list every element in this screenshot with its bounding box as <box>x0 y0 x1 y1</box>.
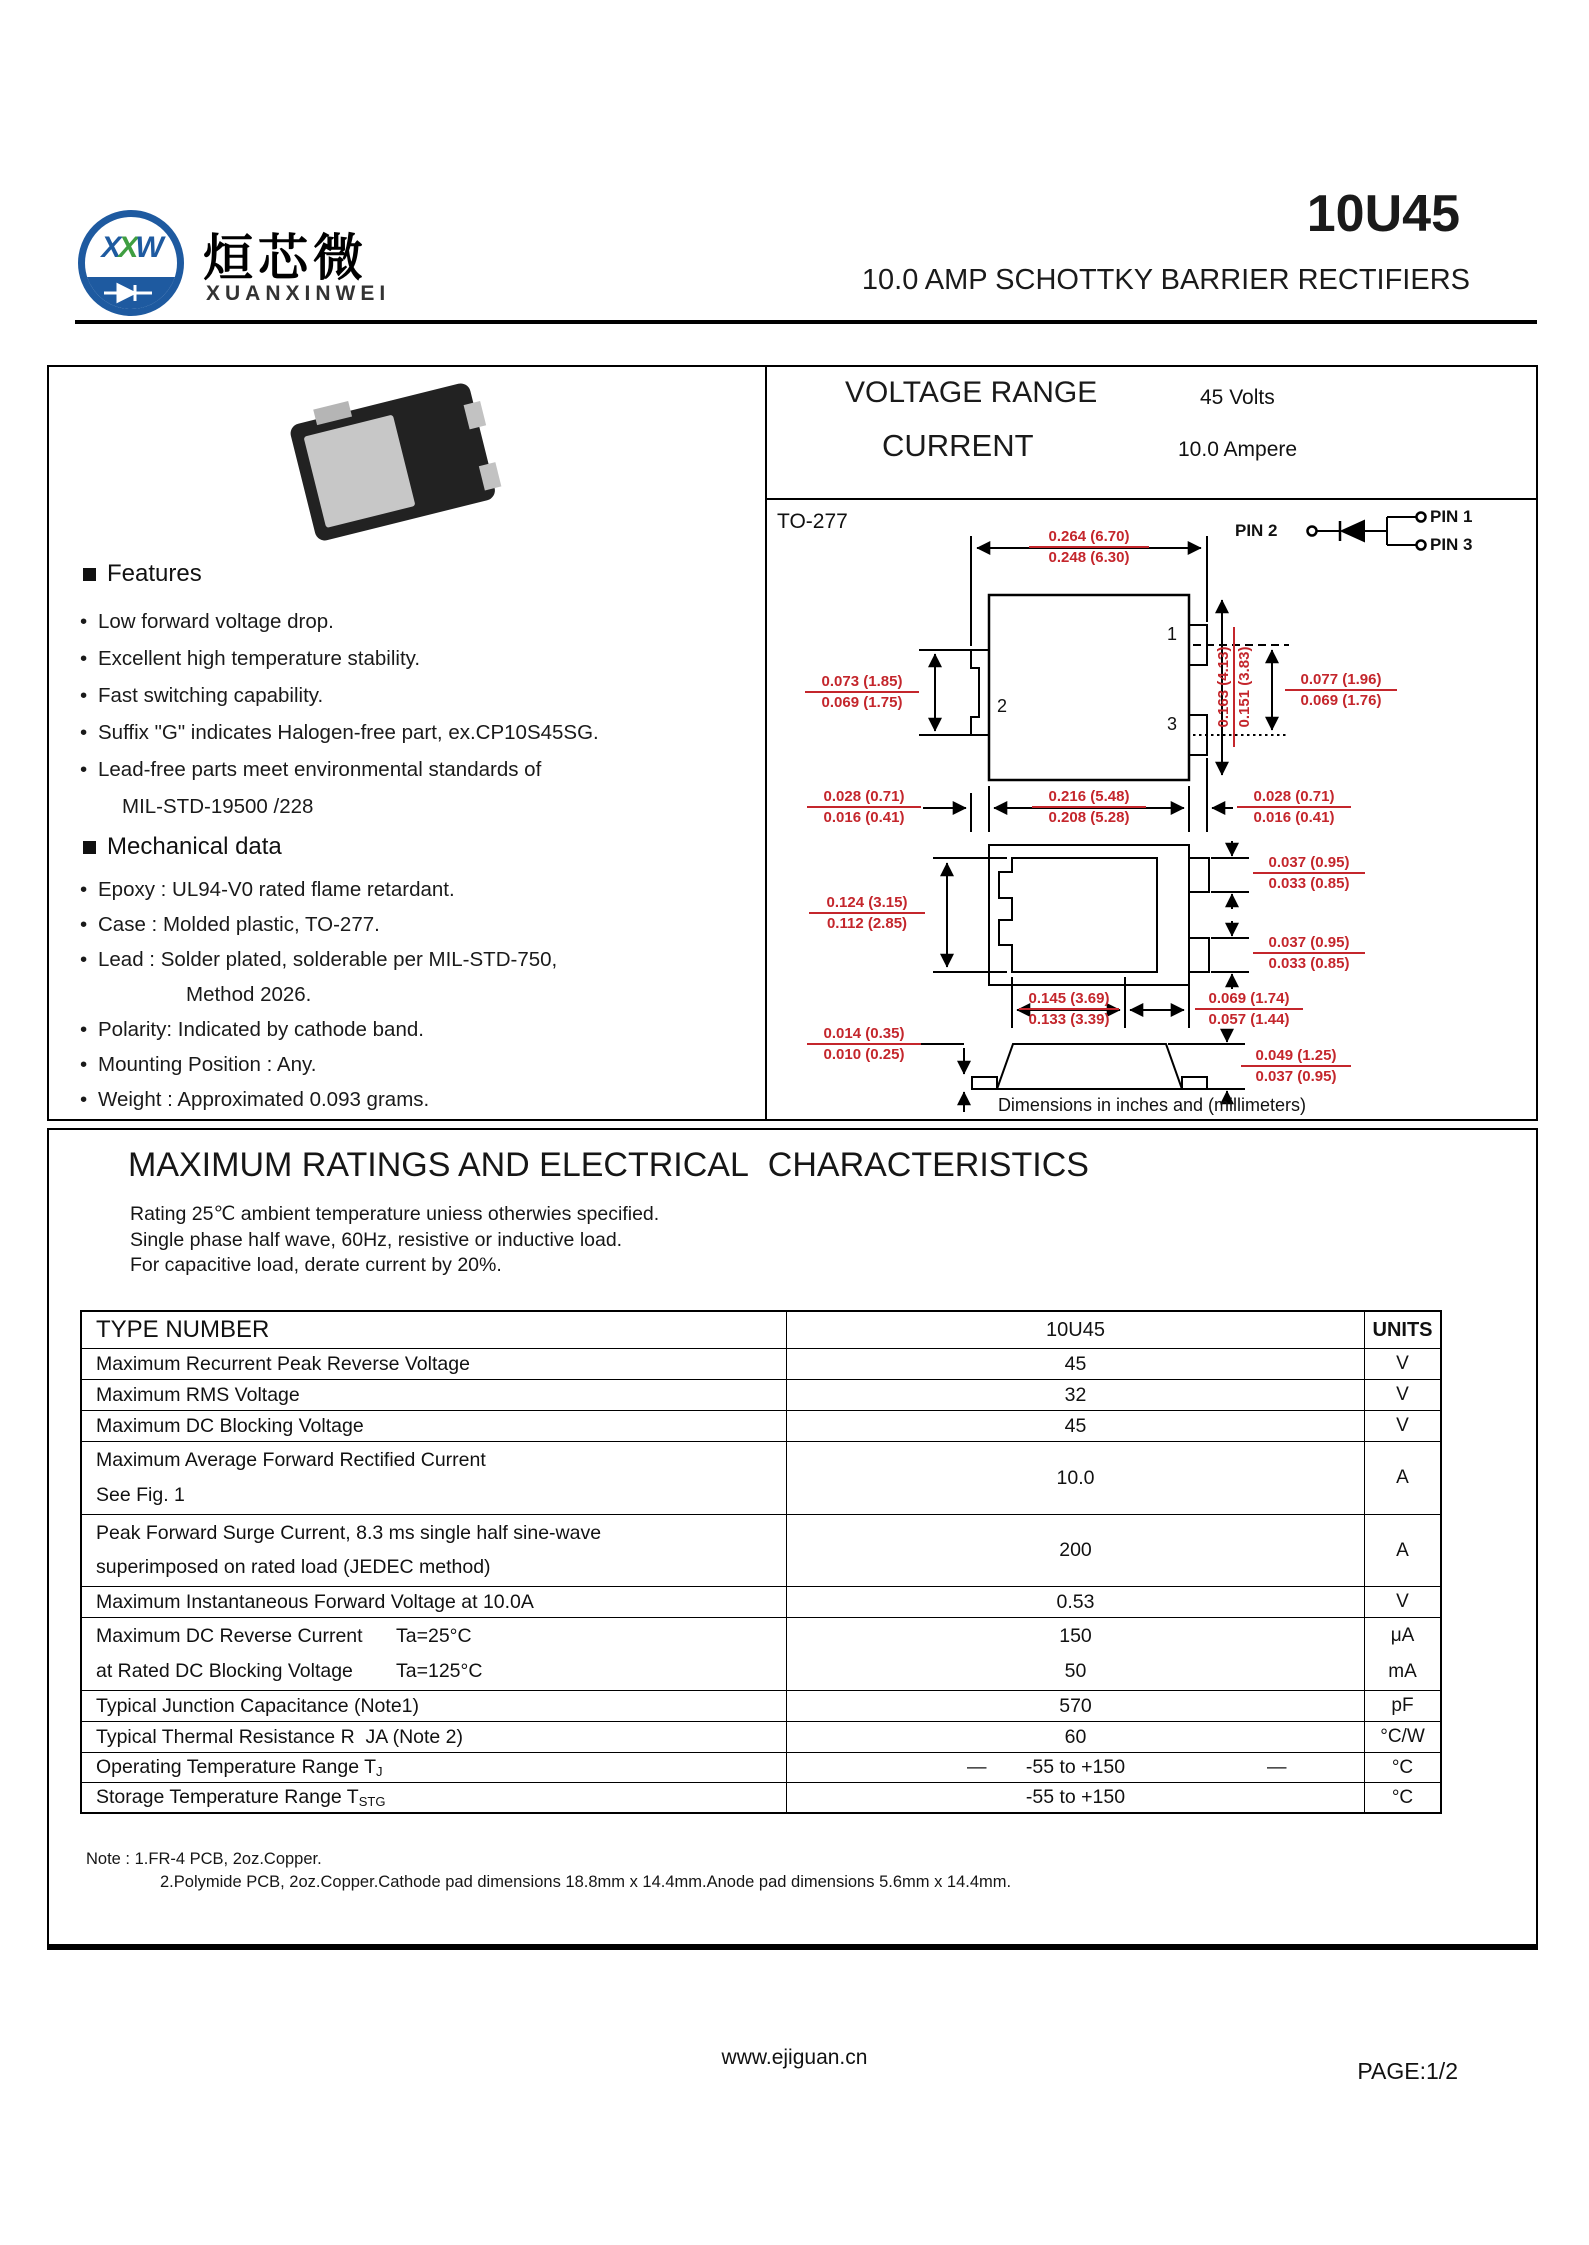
bullet-icon: • <box>80 1088 88 1111</box>
part-number-title: 10U45 <box>1306 185 1460 243</box>
company-name-latin: XUANXINWEI <box>206 282 391 305</box>
table-cell: 10.0 <box>787 1442 1365 1514</box>
table-cell: A <box>1396 1539 1409 1561</box>
condition-line: Rating 25℃ ambient temperature uniess otherwies specified. <box>130 1203 660 1225</box>
table-row <box>82 1514 1440 1586</box>
voltage-range-label: VOLTAGE RANGE <box>845 376 1098 409</box>
table-row <box>82 1410 1440 1441</box>
table-cell: Storage Temperature Range TSTG <box>82 1783 787 1812</box>
voltage-range-value: 45 Volts <box>1200 386 1275 409</box>
company-logo-icon <box>78 210 184 316</box>
table-cell: 60 <box>787 1722 1365 1752</box>
ratings-conditions <box>130 1202 659 1279</box>
dim-pad-height: 0.124 (3.15) 0.112 (2.85) <box>809 893 925 933</box>
table-cell: °C <box>1391 1756 1414 1778</box>
bullet-icon: • <box>80 948 88 971</box>
mechanical-title: Mechanical data <box>107 833 282 860</box>
section-square-icon <box>83 841 96 854</box>
features-list <box>78 610 748 832</box>
bullet-icon: • <box>80 913 88 936</box>
table-cell: Typical Junction Capacitance (Note1) <box>82 1691 787 1721</box>
list-line: • Suffix "G" indicates Halogen-free part, ex.CP10S45SG. <box>80 721 599 744</box>
bullet-icon: • <box>80 684 88 707</box>
table-cell: 32 <box>787 1380 1365 1410</box>
table-cell: μA mA <box>1388 1625 1417 1682</box>
table-cell: V <box>1396 1353 1409 1374</box>
table-row <box>82 1782 1440 1812</box>
table-cell: -55 to +150 — — <box>787 1753 1365 1782</box>
table-cell: °C/W <box>1380 1726 1425 1747</box>
table-cell: Maximum Instantaneous Forward Voltage at 10.0A <box>82 1587 787 1617</box>
table-cell: Maximum Recurrent Peak Reverse Voltage <box>82 1349 787 1379</box>
list-line: • Excellent high temperature stability. <box>80 647 421 670</box>
condition-line: Single phase half wave, 60Hz, resistive or inductive load. <box>130 1228 623 1251</box>
table-row <box>82 1690 1440 1721</box>
list-line: • Case : Molded plastic, TO-277. <box>80 913 380 936</box>
col-header-type-number: TYPE NUMBER <box>82 1312 787 1348</box>
package-name: TO-277 <box>777 510 848 533</box>
features-title: Features <box>107 560 202 587</box>
diode-symbol-icon <box>102 282 160 304</box>
list-line: • Lead-free parts meet environmental standards of <box>80 758 542 781</box>
footer-website: www.ejiguan.cn <box>721 2046 868 2069</box>
table-notes <box>86 1848 1011 1894</box>
dim-pin-pitch: 0.163 (4.13) 0.151 (3.83) <box>1214 627 1254 747</box>
mechanical-heading <box>83 833 282 861</box>
condition-line: For capacitive load, derate current by 20%. <box>130 1254 502 1276</box>
list-line: • Weight : Approximated 0.093 grams. <box>80 1088 430 1111</box>
table-cell: 45 <box>787 1349 1365 1379</box>
pin3-label: PIN 3 <box>1430 535 1473 554</box>
dim-foot-left: 0.028 (0.71) 0.016 (0.41) <box>807 787 921 827</box>
table-cell: V <box>1396 1415 1409 1436</box>
pin-number-2: 2 <box>997 696 1008 716</box>
pin-number-3: 3 <box>1167 714 1178 734</box>
bullet-icon: • <box>80 1053 88 1076</box>
list-line: • Low forward voltage drop. <box>80 610 334 633</box>
table-cell: Operating Temperature Range TJ <box>82 1753 787 1782</box>
list-line: • Lead : Solder plated, solderable per MIL-STD-750, <box>80 948 558 971</box>
dim-foot-right: 0.028 (0.71) 0.016 (0.41) <box>1237 787 1351 827</box>
dim-height: 0.049 (1.25) 0.037 (0.95) <box>1241 1046 1351 1086</box>
table-cell: V <box>1396 1591 1409 1612</box>
dim-pin-height: 0.077 (1.96) 0.069 (1.76) <box>1285 670 1397 710</box>
table-cell: Maximum RMS Voltage <box>82 1380 787 1410</box>
list-line: MIL-STD-19500 /228 <box>122 795 314 818</box>
note-line-2: 2.Polymide PCB, 2oz.Copper.Cathode pad dimensions 18.8mm x 14.4mm.Anode pad dimensions 5.6mm x 14.4mm. <box>160 1873 1012 1891</box>
table-cell: 570 <box>787 1691 1365 1721</box>
table-cell: 200 <box>787 1515 1365 1586</box>
table-row <box>82 1441 1440 1514</box>
dim-cathode-pad: 0.145 (3.69) 0.133 (3.39) <box>1019 989 1119 1029</box>
table-cell: Maximum Average Forward Rectified Current See Fig. 1 <box>82 1442 787 1514</box>
logo-monogram: XXW <box>101 231 161 264</box>
table-row <box>82 1586 1440 1617</box>
table-cell: Maximum DC Blocking Voltage <box>82 1411 787 1441</box>
dim-tab-top: 0.037 (0.95) 0.033 (0.85) <box>1253 853 1365 893</box>
pin2-label: PIN 2 <box>1235 521 1278 540</box>
table-cell: pF <box>1391 1695 1414 1716</box>
list-line: • Mounting Position : Any. <box>80 1053 317 1076</box>
table-header-row <box>82 1312 1440 1348</box>
bullet-icon: • <box>80 610 88 633</box>
logo-diode-band <box>85 277 177 309</box>
table-cell: V <box>1396 1384 1409 1405</box>
pin-number-1: 1 <box>1167 624 1178 644</box>
mechanical-list <box>78 878 748 1123</box>
list-line: • Fast switching capability. <box>80 684 324 707</box>
list-line: • Polarity: Indicated by cathode band. <box>80 1018 424 1041</box>
header-divider <box>75 320 1537 324</box>
current-label: CURRENT <box>882 428 1034 463</box>
table-cell: Peak Forward Surge Current, 8.3 ms single half sine-wave superimposed on rated load (JEDEC method) <box>82 1515 787 1586</box>
list-line: Method 2026. <box>186 983 312 1006</box>
section-square-icon <box>83 568 96 581</box>
dim-pad-span: 0.216 (5.48) 0.208 (5.28) <box>1032 787 1146 827</box>
table-row <box>82 1752 1440 1782</box>
table-cell: 0.53 <box>787 1587 1365 1617</box>
page-subtitle: 10.0 AMP SCHOTTKY BARRIER RECTIFIERS <box>861 264 1470 296</box>
dim-body-width: 0.264 (6.70) 0.248 (6.30) <box>1029 527 1149 567</box>
bullet-icon: • <box>80 758 88 781</box>
current-value: 10.0 Ampere <box>1178 438 1298 461</box>
ratings-table <box>80 1310 1442 1814</box>
note-line-1: Note : 1.FR-4 PCB, 2oz.Copper. <box>86 1850 322 1868</box>
company-name-chinese: 烜芯微 <box>203 230 368 286</box>
table-row <box>82 1617 1440 1690</box>
table-cell: 45 <box>787 1411 1365 1441</box>
table-cell: -55 to +150 <box>787 1783 1365 1812</box>
dimensions-caption: Dimensions in inches and (millimeters) <box>997 1095 1307 1115</box>
table-cell: °C <box>1391 1786 1414 1808</box>
col-header-units: UNITS <box>1372 1318 1433 1341</box>
table-row <box>82 1348 1440 1379</box>
pin1-label: PIN 1 <box>1430 507 1473 526</box>
list-line: • Epoxy : UL94-V0 rated flame retardant. <box>80 878 455 901</box>
dim-standoff: 0.014 (0.35) 0.010 (0.25) <box>807 1024 921 1064</box>
table-cell: Typical Thermal Resistance R JA (Note 2) <box>82 1722 787 1752</box>
ratings-title: MAXIMUM RATINGS AND ELECTRICAL CHARACTERISTICS <box>128 1146 1089 1184</box>
dim-tab-bottom: 0.037 (0.95) 0.033 (0.85) <box>1253 933 1365 973</box>
table-cell: A <box>1396 1467 1409 1488</box>
bullet-icon: • <box>80 878 88 901</box>
table-row <box>82 1721 1440 1752</box>
footer-page-number: PAGE:1/2 <box>1357 2058 1458 2084</box>
table-row <box>82 1379 1440 1410</box>
package-diagram <box>767 500 1538 1118</box>
table-cell: 150 50 <box>787 1618 1365 1690</box>
col-header-part: 10U45 <box>787 1312 1365 1348</box>
features-heading <box>83 560 202 588</box>
bullet-icon: • <box>80 721 88 744</box>
table-cell: Maximum DC Reverse Current Ta=25°C at Rated DC Blocking Voltage Ta=125°C <box>82 1618 787 1690</box>
bullet-icon: • <box>80 1018 88 1041</box>
bullet-icon: • <box>80 647 88 670</box>
dim-pin2-width: 0.073 (1.85) 0.069 (1.75) <box>805 672 919 712</box>
dim-anode-pad: 0.069 (1.74) 0.057 (1.44) <box>1195 989 1303 1029</box>
